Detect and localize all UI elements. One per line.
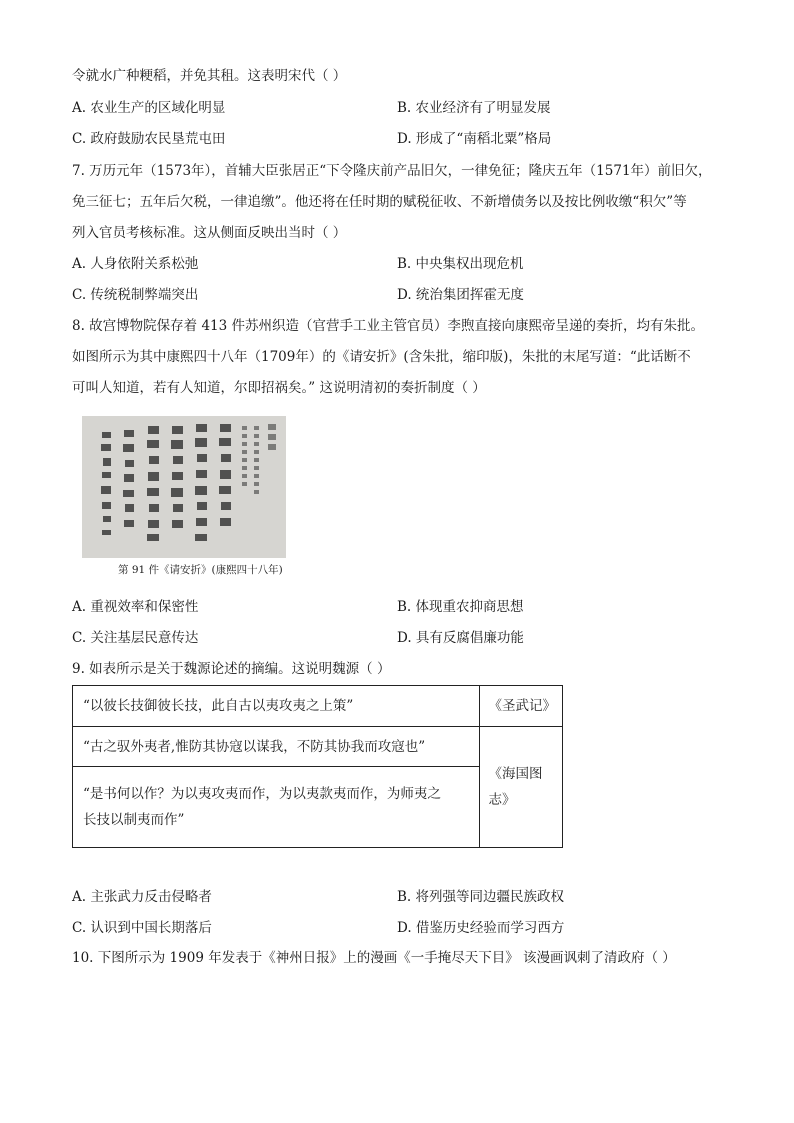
figure-caption: 第 91 件《请安折》(康熙四十八年) <box>118 564 283 576</box>
q9-option-a[interactable]: A. 主张武力反击侵略者 <box>72 889 212 905</box>
q9-option-b[interactable]: B. 将列强等同边疆民族政权 <box>397 889 565 905</box>
q8-option-a[interactable]: A. 重视效率和保密性 <box>72 599 199 615</box>
quote-haiguotuzhi-2-line-2: 长技以制夷而作” <box>83 812 185 828</box>
q7-option-a[interactable]: A. 人身依附关系松弛 <box>72 256 199 272</box>
memorial-manuscript-image <box>82 416 286 558</box>
q6-option-a[interactable]: A. 农业生产的区域化明显 <box>72 100 226 116</box>
q8-option-c[interactable]: C. 关注基层民意传达 <box>72 630 199 646</box>
q8-option-d[interactable]: D. 具有反腐倡廉功能 <box>397 630 524 646</box>
q7-option-b[interactable]: B. 中央集权出现危机 <box>397 256 524 272</box>
source-haiguotuzhi-line-2: 志》 <box>488 792 516 808</box>
manuscript-calligraphy-graphic <box>82 416 286 558</box>
quote-haiguotuzhi-2-line-1: “是书何以作？为以夷攻夷而作，为以夷款夷而作，为师夷之 <box>83 786 441 802</box>
q9-option-c[interactable]: C. 认识到中国长期落后 <box>72 920 212 936</box>
q6-stem-tail: 令就水广种粳稻，并免其租。这表明宋代（ ） <box>72 68 347 84</box>
q6-option-d[interactable]: D. 形成了“南稻北粟”格局 <box>397 131 552 147</box>
quote-shengwuji: “以彼长技御彼长技，此自古以夷攻夷之上策” <box>73 686 480 727</box>
q7-option-c[interactable]: C. 传统税制弊端突出 <box>72 287 199 303</box>
q6-option-c[interactable]: C. 政府鼓励农民垦荒屯田 <box>72 131 226 147</box>
q9-stem: 9. 如表所示是关于魏源论述的摘编。这说明魏源（ ） <box>72 661 391 677</box>
source-shengwuji: 《圣武记》 <box>480 686 563 727</box>
q8-stem-line-1: 8. 故宫博物院保存着 413 件苏州织造（官营手工业主管官员）李煦直接向康熙帝呈递的奏折，均有朱批。 <box>72 318 705 334</box>
wei-yuan-quote-table <box>72 685 563 848</box>
source-haiguotuzhi <box>480 727 563 848</box>
q9-option-d[interactable]: D. 借鉴历史经验而学习西方 <box>397 920 565 936</box>
q7-stem-line-3: 列入官员考核标准。这从侧面反映出当时（ ） <box>72 225 347 241</box>
quote-haiguotuzhi-2 <box>73 767 480 848</box>
q7-stem-line-1: 7. 万历元年（1573年），首辅大臣张居正“下令隆庆前产品旧欠，一律免征；隆庆五年（1571年）前旧欠， <box>72 163 712 179</box>
q8-stem-line-2: 如图所示为其中康熙四十八年（1709年）的《请安折》(含朱批，缩印版)，朱批的末尾写道：“此话断不 <box>72 349 691 365</box>
q7-option-d[interactable]: D. 统治集团挥霍无度 <box>397 287 524 303</box>
q8-option-b[interactable]: B. 体现重农抑商思想 <box>397 599 524 615</box>
q7-stem-line-2: 免三征七；五年后欠税，一律追缴”。他还将在任时期的赋税征收、不新增债务以及按比例收缴“积欠”等 <box>72 194 687 210</box>
q6-option-b[interactable]: B. 农业经济有了明显发展 <box>397 100 551 116</box>
quote-haiguotuzhi-1: “古之驭外夷者,惟防其协寇以谋我，不防其协我而攻寇也” <box>73 727 480 767</box>
source-haiguotuzhi-line-1: 《海国图 <box>488 766 543 782</box>
q8-stem-line-3: 可叫人知道，若有人知道，尔即招祸矣。” 这说明清初的奏折制度（ ） <box>72 380 486 396</box>
q10-stem: 10. 下图所示为 1909 年发表于《神州日报》上的漫画《一手掩尽天下目》 该漫画讽刺了清政府（ ） <box>72 950 676 966</box>
